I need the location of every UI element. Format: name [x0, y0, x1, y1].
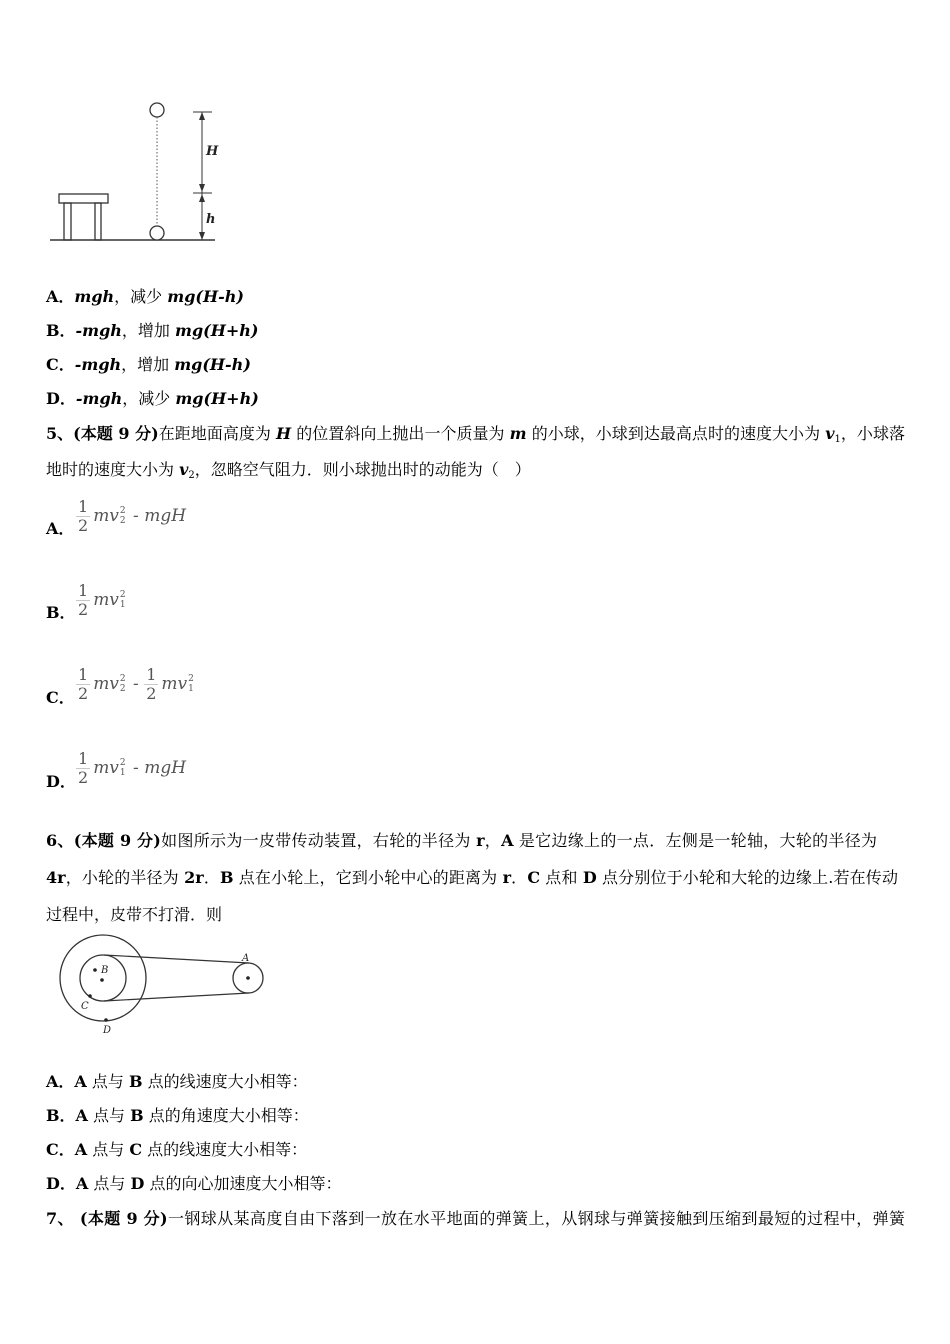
q5-option-d-formula	[76, 748, 186, 788]
option-text: ，减少	[114, 287, 168, 306]
subscript: 1	[834, 434, 841, 445]
point-a-dot	[246, 976, 250, 980]
label-h: h	[206, 212, 216, 227]
stool-right-leg	[95, 203, 101, 240]
option-text: 点的线速度大小相等：	[142, 1140, 308, 1159]
question-text: 2r	[184, 868, 204, 887]
belt-top	[104, 955, 249, 963]
question-text: 地时的速度大小为	[46, 460, 180, 479]
subscript: 2	[119, 516, 126, 526]
ball-top	[150, 103, 164, 117]
q4-option-a	[46, 286, 244, 308]
belt-drive-figure	[50, 930, 270, 1040]
question-text: 是它边缘上的一点．左侧是一轮轴，大轮的半径为	[513, 831, 877, 850]
denominator: 2	[146, 683, 157, 703]
option-text: mg(H+h)	[175, 321, 259, 340]
label-D: D	[103, 1025, 112, 1036]
arrow-up-icon	[199, 112, 205, 120]
large-wheel	[60, 935, 146, 1021]
denominator: 2	[78, 683, 89, 703]
question-text: ，小轮的半径为	[65, 868, 185, 887]
option-label: D．	[46, 1174, 76, 1193]
scripts	[188, 674, 194, 694]
superscript: 2	[119, 590, 126, 600]
q4-option-d	[46, 388, 259, 410]
question-text: ，	[484, 831, 502, 850]
label-B: B	[101, 965, 109, 976]
subscript: 1	[119, 768, 126, 778]
question-text: 过程中，皮带不打滑．则	[46, 905, 223, 924]
formula-operator: -	[127, 674, 145, 694]
question-number: 5、(本题 9 分)	[46, 424, 159, 443]
scripts	[120, 674, 126, 694]
q5-text-line-2	[46, 459, 531, 481]
question-text: D	[582, 868, 597, 887]
q4-option-b	[46, 320, 258, 342]
formula-term: mv	[93, 590, 119, 610]
subscript: 2	[188, 470, 195, 481]
q5-option-d-label: D．	[46, 772, 76, 791]
q5-text-line-1	[46, 423, 905, 445]
option-text: -mgh	[74, 355, 122, 374]
fraction	[76, 666, 90, 703]
option-text: A	[75, 1106, 88, 1125]
question-text: v	[825, 424, 835, 443]
question-text: ．	[203, 868, 220, 887]
wheel-center-dot	[100, 978, 104, 982]
q6-text-line-3	[46, 904, 222, 926]
subscript: 2	[119, 684, 126, 694]
option-text: mg(H-h)	[167, 287, 244, 306]
stool-top	[59, 194, 108, 203]
q6-option-a	[46, 1071, 308, 1093]
scripts	[120, 758, 126, 778]
numerator: 1	[78, 748, 89, 768]
subscript: 1	[119, 600, 126, 610]
question-text: A	[501, 831, 514, 850]
option-label: B．	[46, 321, 76, 340]
fraction	[76, 582, 90, 619]
fraction	[144, 666, 158, 703]
option-text: C	[129, 1140, 143, 1159]
q5-option-a-formula	[76, 496, 186, 536]
option-label: B．	[46, 1106, 76, 1125]
q6-text-line-2	[46, 867, 898, 889]
question-text: ．	[511, 868, 528, 887]
option-text: D	[130, 1174, 145, 1193]
question-text: ，小球落	[840, 424, 905, 443]
arrow-down-icon	[199, 184, 205, 192]
option-text: 点与	[87, 1106, 131, 1125]
option-text: ，减少	[122, 389, 176, 408]
formula-rest: - mgH	[127, 506, 187, 526]
stool-left-leg	[64, 203, 71, 240]
question-text: r	[476, 831, 485, 850]
option-text: 点的线速度大小相等：	[142, 1072, 308, 1091]
option-text: A	[74, 1140, 88, 1159]
scripts	[120, 590, 126, 610]
formula-term: mv	[93, 674, 119, 694]
arrow-down-icon	[199, 232, 205, 240]
denominator: 2	[78, 599, 89, 619]
belt-bottom	[104, 993, 249, 1001]
question-number: 6、(本题 9 分)	[46, 831, 161, 850]
arrow-up-icon	[199, 194, 205, 202]
question-text: r	[502, 868, 511, 887]
option-text: mg(H+h)	[175, 389, 259, 408]
denominator: 2	[78, 767, 89, 787]
option-text: 点与	[88, 1174, 131, 1193]
q6-text-line-1	[46, 830, 877, 852]
option-text: ，增加	[121, 355, 175, 374]
question-text: 点分别位于小轮和大轮的边缘上.若在传动	[596, 868, 898, 887]
subscript: 1	[188, 684, 194, 694]
question-text: C	[527, 868, 541, 887]
question-text: B	[219, 868, 234, 887]
q5-option-c-label: C．	[46, 688, 75, 707]
small-wheel	[80, 955, 126, 1001]
superscript: 2	[119, 758, 126, 768]
formula-term: mv	[93, 758, 119, 778]
option-text: A	[74, 1072, 87, 1091]
superscript: 2	[188, 674, 194, 684]
option-text: 点的角速度大小相等：	[143, 1106, 309, 1125]
q7-text-line-1	[46, 1208, 905, 1230]
option-text: A	[75, 1174, 89, 1193]
question-text: 点在小轮上，它到小轮中心的距离为	[233, 868, 503, 887]
option-text: -mgh	[75, 321, 122, 340]
point-b-dot	[93, 968, 97, 972]
question-text: 一钢球从某高度自由下落到一放在水平地面的弹簧上，从钢球与弹簧接触到压缩到最短的过程中，弹簧	[167, 1209, 905, 1228]
label-A: A	[242, 953, 250, 964]
option-text: 点与	[87, 1140, 130, 1159]
superscript: 2	[119, 674, 126, 684]
question-text: ，忽略空气阻力．则小球抛出时的动能为（ ）	[194, 460, 531, 479]
question-text: m	[509, 424, 527, 443]
numerator: 1	[78, 496, 89, 516]
option-label: A．	[46, 1072, 75, 1091]
formula-rest: - mgH	[127, 758, 187, 778]
option-text: -mgh	[75, 389, 123, 408]
option-text: 点与	[86, 1072, 130, 1091]
scripts	[120, 506, 126, 526]
option-text: ，增加	[121, 321, 176, 340]
question-text: 在距地面高度为	[158, 424, 277, 443]
option-label: D．	[46, 389, 76, 408]
label-C: C	[81, 1001, 89, 1012]
q5-option-c-formula	[76, 664, 196, 704]
option-text: mg(H-h)	[174, 355, 251, 374]
question-number: 7、 (本题 9 分)	[46, 1209, 168, 1228]
question-text: 点和	[540, 868, 583, 887]
option-text: mgh	[74, 287, 115, 306]
formula-term: mv	[93, 506, 119, 526]
numerator: 1	[146, 664, 157, 684]
q6-option-c	[46, 1139, 307, 1161]
fraction	[76, 750, 90, 787]
question-text: v	[179, 460, 189, 479]
numerator: 1	[78, 664, 89, 684]
superscript: 2	[119, 506, 126, 516]
point-c-dot	[88, 994, 92, 998]
question-text: 如图所示为一皮带传动装置，右轮的半径为	[160, 831, 477, 850]
q4-option-c	[46, 354, 251, 376]
option-label: C．	[46, 1140, 75, 1159]
option-text: 点的向心加速度大小相等：	[144, 1174, 342, 1193]
q6-option-b	[46, 1105, 309, 1127]
point-d-dot	[104, 1018, 108, 1022]
option-label: C．	[46, 355, 75, 374]
formula-term: mv	[161, 674, 188, 694]
question-text: 的位置斜向上抛出一个质量为	[291, 424, 510, 443]
option-label: A．	[46, 287, 75, 306]
falling-ball-figure	[40, 95, 230, 250]
q5-option-a-label: A．	[46, 519, 75, 538]
fraction	[76, 498, 90, 535]
label-H: H	[206, 144, 219, 159]
question-text: 4r	[46, 868, 66, 887]
q5-option-b-label: B．	[46, 603, 76, 622]
numerator: 1	[78, 580, 89, 600]
q6-option-d	[46, 1173, 341, 1195]
ball-bottom	[150, 226, 164, 240]
q5-option-b-formula	[76, 580, 128, 620]
option-text: B	[129, 1072, 143, 1091]
denominator: 2	[78, 515, 89, 535]
question-text: H	[276, 424, 292, 443]
option-text: B	[130, 1106, 144, 1125]
question-text: 的小球，小球到达最高点时的速度大小为	[526, 424, 826, 443]
